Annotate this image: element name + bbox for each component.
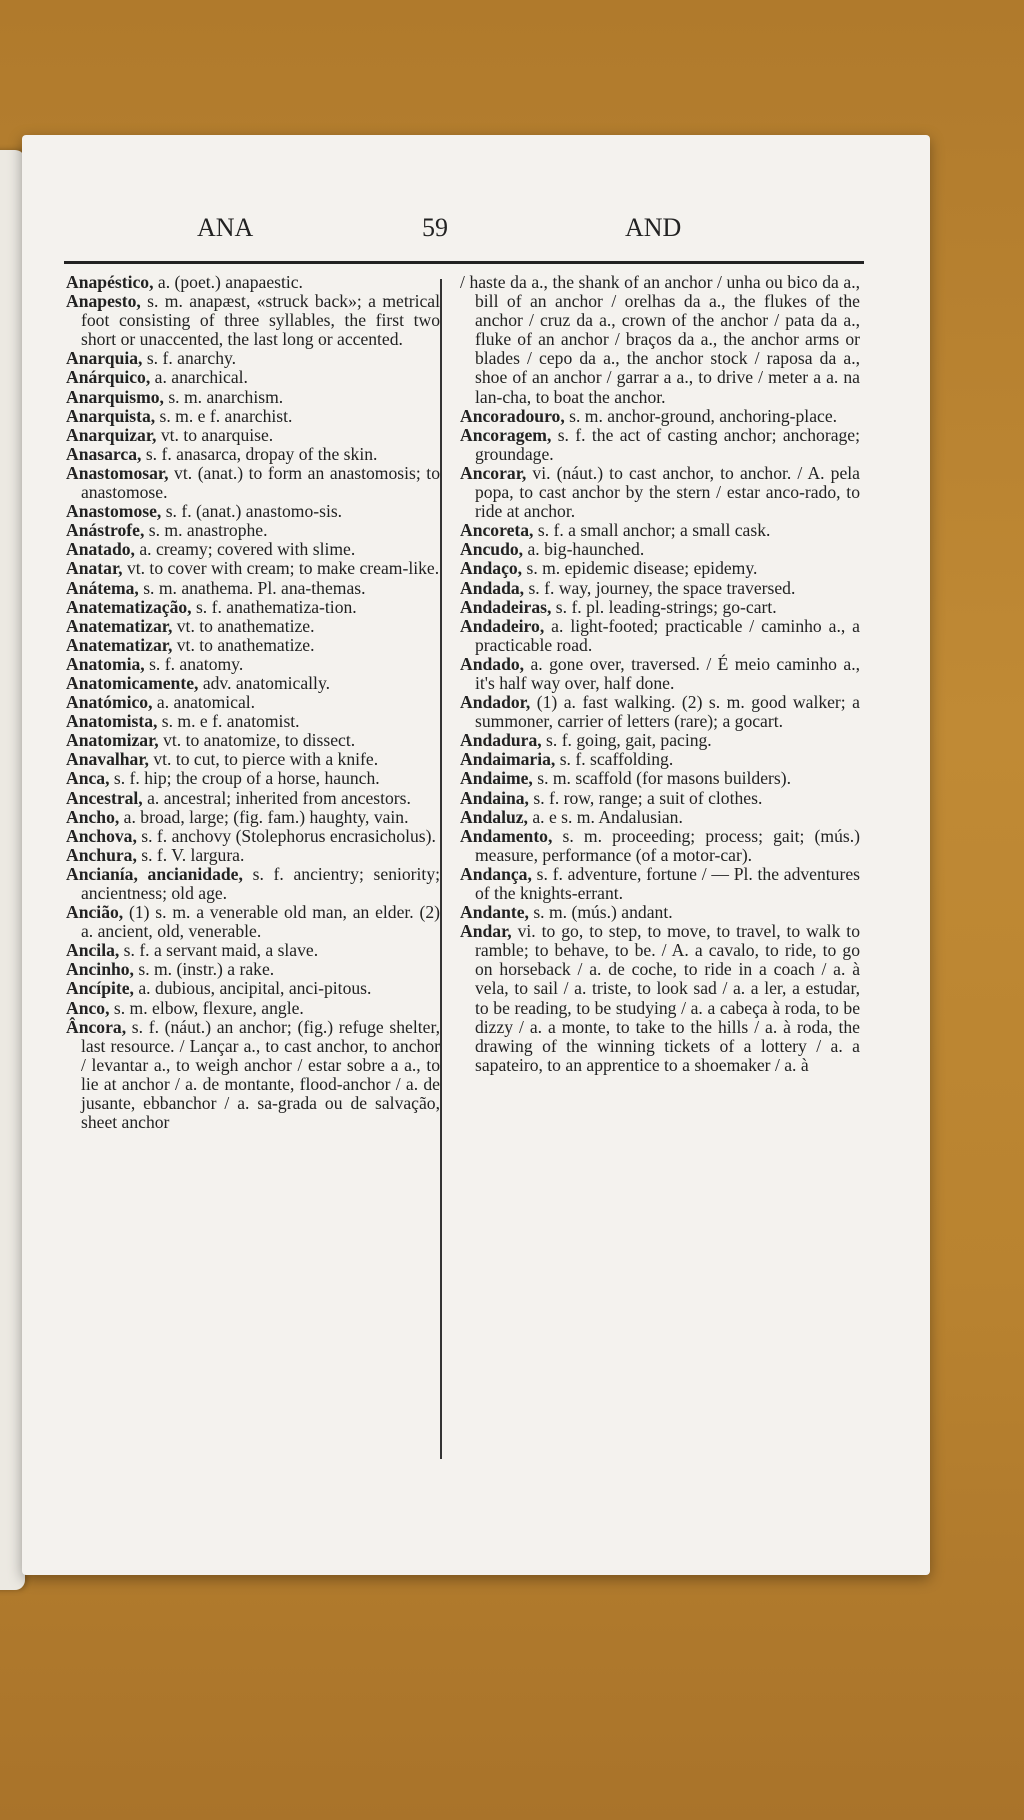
entry-headword: Andaina, bbox=[460, 787, 529, 808]
dictionary-entry bbox=[460, 731, 860, 750]
dictionary-entry bbox=[66, 292, 440, 349]
dictionary-entry bbox=[460, 693, 860, 731]
entry-definition: vi. to go, to step, to move, to travel, to walk to ramble; to behave, to be. / A. a cavalo, to ride, to go on horseback / a. de coche, to ride in a coach / a. à vela, to sail / a. triste, to look sad / a. a ler, a estudar, to be reading, to be studying / a. a cabeça à roda, to be dizzy / a. a monte, to take to the hills / a. à roda, the drawing of the winning tickets of a lottery / a. a sapateiro, to an apprentice to a shoemaker / a. à bbox=[475, 921, 860, 1075]
entry-headword: Anastomose, bbox=[66, 501, 162, 522]
entry-headword: Andante, bbox=[460, 902, 529, 923]
entry-headword: Andadeiras, bbox=[460, 596, 552, 617]
entry-headword: Anastomosar, bbox=[66, 462, 169, 483]
entry-headword: Ancoradouro, bbox=[460, 405, 565, 426]
dictionary-entry bbox=[66, 846, 440, 865]
entry-headword: Anatomista, bbox=[66, 711, 158, 732]
entry-definition: s. f. way, journey, the space traversed. bbox=[524, 577, 796, 598]
entry-definition: s. f. (anat.) anastomo-sis. bbox=[161, 501, 343, 522]
dictionary-entry bbox=[66, 769, 440, 788]
entry-definition: vt. (anat.) to form an anastomosis; to anastomose. bbox=[81, 462, 440, 503]
entry-definition: (1) s. m. a venerable old man, an elder. (2) a. ancient, old, venerable. bbox=[81, 902, 440, 942]
dictionary-entry bbox=[66, 674, 440, 693]
dictionary-entry bbox=[66, 903, 440, 941]
entry-definition: a. big-haunched. bbox=[523, 539, 645, 560]
dictionary-entry bbox=[66, 445, 440, 464]
entry-headword: Andado, bbox=[460, 653, 525, 674]
entry-definition: s. f. adventure, fortune / — Pl. the adventures of the knights-errant. bbox=[475, 863, 860, 903]
dictionary-entry bbox=[460, 769, 860, 788]
dictionary-entry bbox=[460, 827, 860, 865]
entry-definition: s. m. anchor-ground, anchoring-place. bbox=[564, 405, 838, 426]
entry-headword: Anatómico, bbox=[66, 692, 153, 713]
entry-headword: Anasarca, bbox=[66, 443, 142, 464]
dictionary-entry bbox=[66, 388, 440, 407]
entry-definition: a. creamy; covered with slime. bbox=[134, 539, 356, 560]
entry-headword: Andadura, bbox=[460, 730, 542, 751]
entry-headword: Ancianía, ancianidade, bbox=[66, 863, 243, 884]
entry-headword: Ancípite, bbox=[66, 978, 134, 999]
entry-headword: Âncora, bbox=[66, 1016, 127, 1037]
entry-definition: a. dubious, ancipital, anci-pitous. bbox=[133, 978, 372, 999]
dictionary-entry bbox=[66, 808, 440, 827]
dictionary-entry bbox=[460, 750, 860, 769]
entry-headword: Andaimaria, bbox=[460, 749, 556, 770]
entry-headword: Andaço, bbox=[460, 558, 523, 579]
entry-definition: s. m. anathema. Pl. ana-themas. bbox=[138, 577, 366, 598]
entry-headword: Andamento, bbox=[460, 825, 553, 846]
entry-headword: Anatematização, bbox=[66, 596, 192, 617]
entry-headword: Anarquizar, bbox=[66, 424, 157, 445]
dictionary-entry bbox=[66, 636, 440, 655]
dictionary-entry bbox=[66, 464, 440, 502]
dictionary-entry bbox=[460, 559, 860, 578]
page-number: 59 bbox=[422, 213, 448, 242]
entry-headword: Ancudo, bbox=[460, 539, 524, 560]
dictionary-entry bbox=[66, 865, 440, 903]
guide-word-left: ANA bbox=[197, 213, 254, 242]
dictionary-entry bbox=[66, 827, 440, 846]
entry-headword: Andança, bbox=[460, 863, 532, 884]
entry-definition: s. m. anarchism. bbox=[163, 386, 284, 407]
entry-headword: Anavalhar, bbox=[66, 749, 149, 770]
entry-headword: Anchova, bbox=[66, 825, 137, 846]
entry-headword: Ancho, bbox=[66, 806, 120, 827]
entry-definition: s. m. scaffold (for masons builders). bbox=[532, 768, 791, 789]
entry-headword: Anarquismo, bbox=[66, 386, 164, 407]
dictionary-entry bbox=[460, 521, 860, 540]
entry-definition: vt. to anatomize, to dissect. bbox=[158, 730, 356, 751]
entry-definition: a. gone over, traversed. / É meio caminho a., it's half way over, half done. bbox=[475, 653, 860, 693]
dictionary-entry bbox=[460, 579, 860, 598]
entry-headword: Anco, bbox=[66, 997, 110, 1018]
entry-definition: s. f. anarchy. bbox=[142, 348, 237, 369]
entry-definition: s. f. row, range; a suit of clothes. bbox=[528, 787, 763, 808]
entry-definition: s. f. anathematiza-tion. bbox=[191, 596, 357, 617]
entry-headword: Anátema, bbox=[66, 577, 139, 598]
entry-headword: Ancoreta, bbox=[460, 520, 534, 541]
dictionary-entry bbox=[66, 979, 440, 998]
dictionary-entry bbox=[66, 1018, 440, 1133]
entry-headword: Andaime, bbox=[460, 768, 533, 789]
dictionary-entry bbox=[66, 712, 440, 731]
entry-definition: a. anarchical. bbox=[150, 367, 248, 388]
entry-headword: Ancorar, bbox=[460, 462, 527, 483]
dictionary-entry bbox=[460, 540, 860, 559]
entry-headword: Anatematizar, bbox=[66, 615, 173, 636]
entry-definition: a. ancestral; inherited from ancestors. bbox=[142, 787, 411, 808]
entry-definition: vi. (náut.) to cast anchor, to anchor. / A. pela popa, to cast anchor by the stern / estar anco-rado, to ride at anchor. bbox=[475, 462, 860, 522]
left-column bbox=[66, 273, 440, 1132]
entry-headword: Anatado, bbox=[66, 539, 135, 560]
dictionary-entry bbox=[66, 273, 440, 292]
entry-headword: Ancião, bbox=[66, 902, 124, 923]
dictionary-entry bbox=[460, 273, 860, 407]
entry-headword: Anapesto, bbox=[66, 291, 141, 312]
entry-definition: s. f. anchovy (Stolephorus encrasicholus). bbox=[136, 825, 436, 846]
entry-definition: s. f. a servant maid, a slave. bbox=[119, 940, 319, 961]
dictionary-entry bbox=[460, 922, 860, 1075]
entry-definition: s. f. anatomy. bbox=[144, 653, 244, 674]
dictionary-entry bbox=[460, 655, 860, 693]
entry-definition: s. f. ancientry; seniority; ancientness; old age. bbox=[81, 863, 440, 903]
dictionary-entry bbox=[460, 903, 860, 922]
entry-headword: Anapéstico, bbox=[66, 272, 154, 292]
dictionary-entry bbox=[460, 865, 860, 903]
entry-definition: s. f. anasarca, dropay of the skin. bbox=[141, 443, 378, 464]
dictionary-entry bbox=[66, 789, 440, 808]
entry-definition: s. f. pl. leading-strings; go-cart. bbox=[551, 596, 777, 617]
dictionary-entry bbox=[460, 808, 860, 827]
dictionary-entry bbox=[66, 617, 440, 636]
entry-definition: vt. to anarquise. bbox=[156, 424, 274, 445]
entry-headword: Ancoragem, bbox=[460, 424, 552, 445]
dictionary-entry bbox=[66, 349, 440, 368]
entry-definition: s. m. (mús.) andant. bbox=[528, 902, 673, 923]
dictionary-entry bbox=[66, 579, 440, 598]
dictionary-entry bbox=[460, 426, 860, 464]
entry-definition: s. f. (náut.) an anchor; (fig.) refuge shelter, last resource. / Lançar a., to cast anchor, to anchor / levantar a., to weigh anchor / estar sobre a a., to lie at anchor / a. de montante, flood-anchor / a. de jusante, ebbanchor / a. sa-grada ou de salvação, sheet anchor bbox=[81, 1016, 440, 1133]
dictionary-entry bbox=[460, 598, 860, 617]
entry-headword: Anárquico, bbox=[66, 367, 151, 388]
header-rule bbox=[64, 261, 864, 264]
entry-headword: Anatomicamente, bbox=[66, 672, 199, 693]
dictionary-entry bbox=[66, 693, 440, 712]
entry-headword: Anatomia, bbox=[66, 653, 145, 674]
entry-headword: Andador, bbox=[460, 692, 531, 713]
dictionary-entry bbox=[460, 789, 860, 808]
dictionary-entry bbox=[66, 368, 440, 387]
running-head bbox=[22, 213, 930, 253]
entry-definition: s. f. V. largura. bbox=[136, 844, 245, 865]
entry-headword: Anarquista, bbox=[66, 405, 156, 426]
entry-definition: s. m. epidemic disease; epidemy. bbox=[522, 558, 758, 579]
entry-headword: Andadeiro, bbox=[460, 615, 545, 636]
guide-word-right: AND bbox=[625, 213, 682, 242]
entry-definition: s. f. scaffolding. bbox=[555, 749, 674, 770]
entry-definition: s. f. the act of casting anchor; anchorage; groundage. bbox=[475, 424, 860, 464]
entry-definition: adv. anatomically. bbox=[198, 672, 330, 693]
dictionary-entry bbox=[66, 941, 440, 960]
entry-headword: Andada, bbox=[460, 577, 525, 598]
entry-headword: Anatematizar, bbox=[66, 634, 173, 655]
entry-headword: Ancila, bbox=[66, 940, 120, 961]
entry-definition: s. m. anapæst, «struck back»; a metrical foot consisting of three syllables, the first two short or unaccented, the last long or accented. bbox=[81, 291, 440, 350]
entry-headword: Ancinho, bbox=[66, 959, 134, 980]
entry-headword: Ancestral, bbox=[66, 787, 143, 808]
dictionary-entry bbox=[66, 999, 440, 1018]
entry-definition: vt. to anathematize. bbox=[172, 634, 315, 655]
entry-definition: s. m. (instr.) a rake. bbox=[133, 959, 275, 980]
dictionary-entry bbox=[66, 731, 440, 750]
dictionary-entry bbox=[66, 655, 440, 674]
dictionary-entry bbox=[66, 960, 440, 979]
entry-definition: a. (poet.) anapaestic. bbox=[153, 272, 303, 292]
right-column bbox=[460, 273, 860, 1075]
entry-definition: a. light-footed; practicable / caminho a., a practicable road. bbox=[475, 615, 860, 655]
entry-headword: Anarquia, bbox=[66, 348, 143, 369]
entry-definition: s. m. proceeding; process; gait; (mús.) measure, performance (of a motor-car). bbox=[475, 825, 860, 865]
column-divider bbox=[440, 279, 442, 1459]
dictionary-entry bbox=[66, 750, 440, 769]
dictionary-entry bbox=[66, 521, 440, 540]
entry-definition: s. f. a small anchor; a small cask. bbox=[533, 520, 771, 541]
entry-headword: Andar, bbox=[460, 921, 512, 942]
entry-definition: s. m. elbow, flexure, angle. bbox=[109, 997, 304, 1018]
entry-headword: Anchura, bbox=[66, 844, 137, 865]
entry-definition: vt. to cut, to pierce with a knife. bbox=[148, 749, 379, 770]
entry-definition: a. anatomical. bbox=[152, 692, 256, 713]
entry-headword: Andaluz, bbox=[460, 806, 528, 827]
entry-definition: / haste da a., the shank of an anchor / unha ou bico da a., bill of an anchor / orelhas da a., the flukes of the anchor / cruz da a., crown of the anchor / pata da a., fluke of an anchor / braços da a., the anchor arms or blades / cepo da a., the anchor stock / raposa da a., shoe of an anchor / garrar a a., to drive / meter a a. na lan-cha, to boat the anchor. bbox=[460, 272, 860, 407]
entry-definition: s. f. going, gait, pacing. bbox=[541, 730, 712, 751]
dictionary-entry bbox=[460, 617, 860, 655]
entry-definition: s. m. e f. anarchist. bbox=[155, 405, 293, 426]
entry-headword: Anástrofe, bbox=[66, 520, 145, 541]
dictionary-entry bbox=[460, 464, 860, 521]
entry-headword: Anatar, bbox=[66, 558, 123, 579]
entry-definition: s. m. anastrophe. bbox=[144, 520, 268, 541]
entry-definition: s. m. e f. anatomist. bbox=[157, 711, 300, 732]
dictionary-entry bbox=[66, 407, 440, 426]
entry-definition: (1) a. fast walking. (2) s. m. good walker; a summoner, carrier of letters (rare); a gocart. bbox=[475, 692, 860, 732]
entry-definition: s. f. hip; the croup of a horse, haunch. bbox=[109, 768, 380, 789]
dictionary-page bbox=[22, 135, 930, 1575]
entry-definition: vt. to anathematize. bbox=[172, 615, 315, 636]
dictionary-entry bbox=[66, 598, 440, 617]
entry-definition: a. broad, large; (fig. fam.) haughty, vain. bbox=[119, 806, 409, 827]
entry-headword: Anca, bbox=[66, 768, 110, 789]
dictionary-entry bbox=[66, 502, 440, 521]
dictionary-entry bbox=[460, 407, 860, 426]
dictionary-entry bbox=[66, 540, 440, 559]
dictionary-entry bbox=[66, 559, 440, 578]
dictionary-entry bbox=[66, 426, 440, 445]
entry-definition: vt. to cover with cream; to make cream-like. bbox=[122, 558, 440, 579]
entry-headword: Anatomizar, bbox=[66, 730, 159, 751]
entry-definition: a. e s. m. Andalusian. bbox=[527, 806, 683, 827]
